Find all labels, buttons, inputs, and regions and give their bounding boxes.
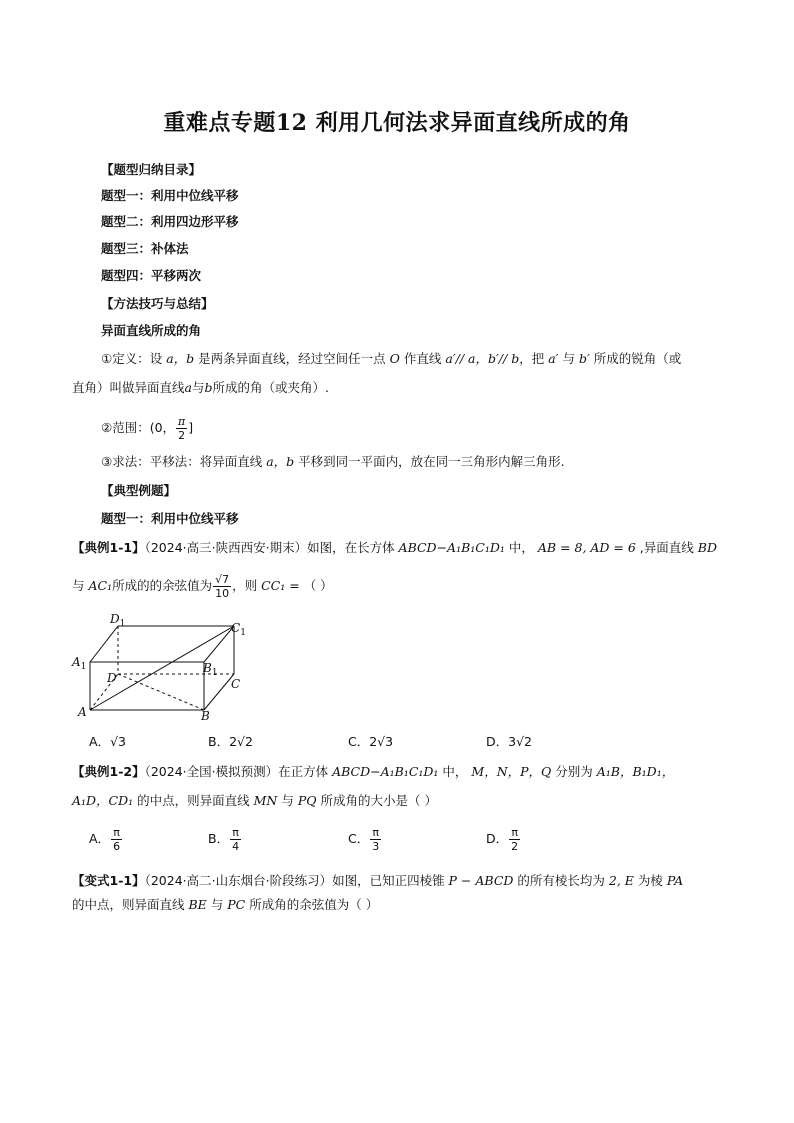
- ex12-option-c[interactable]: C． $\frac{\pi}{3}$: [348, 826, 380, 853]
- label-D: D: [107, 671, 117, 685]
- label-A: A: [78, 705, 87, 719]
- method-heading: 【方法技巧与总结】: [101, 296, 214, 311]
- label-A1: $A_1$: [72, 655, 87, 672]
- ex11-option-d[interactable]: D．3√2: [486, 734, 533, 749]
- page-title: 重难点专题12 利用几何法求异面直线所成的角: [163, 110, 631, 136]
- cuboid-figure: [60, 612, 260, 724]
- label-B1: $B_1$: [203, 661, 218, 678]
- range-line: ②范围：(0， $\frac{\pi}{2}$ ]: [101, 415, 194, 442]
- ex12-option-a[interactable]: A． $\frac{\pi}{6}$: [89, 826, 121, 853]
- ex11-option-a[interactable]: A．√3: [89, 734, 126, 749]
- label-D1: $D_1$: [110, 612, 126, 629]
- toc-item-3: 题型三：补体法: [101, 241, 189, 256]
- solve-line: ③求法：平移法：将异面直线 a，b 平移到同一平面内，放在同一三角形内解三角形.: [101, 454, 565, 469]
- toc-item-4: 题型四：平移两次: [101, 268, 202, 283]
- label-C: C: [231, 677, 241, 691]
- ex11-line-1: 【典例1-1】（2024·高三·陕西西安·期末）如图，在长方体 ABCD−A₁B₁C₁D₁ 中， AB = 8, AD = 6 ,异面直线 BD: [72, 540, 717, 555]
- var11-line-1: 【变式1-1】（2024·高二·山东烟台·阶段练习）如图，已知正四棱锥 P − ABCD 的所有棱长均为 2, E 为棱 PA: [72, 873, 684, 888]
- toc-item-1: 题型一：利用中位线平移: [101, 188, 239, 203]
- var11-line-2: 的中点，则异面直线 BE 与 PC 所成角的余弦值为（ ）: [72, 897, 379, 912]
- toc-heading: 【题型归纳目录】: [101, 162, 202, 177]
- toc-item-2: 题型二：利用四边形平移: [101, 214, 239, 229]
- label-B: B: [201, 709, 210, 723]
- ex12-option-d[interactable]: D． $\frac{\pi}{2}$: [486, 826, 519, 853]
- method-subheading: 异面直线所成的角: [101, 323, 202, 338]
- ex12-line-2: A₁D，CD₁ 的中点，则异面直线 MN 与 PQ 所成角的大小是（ ）: [72, 793, 437, 808]
- definition-line-1: ①定义：设 a，b 是两条异面直线，经过空间任一点 O 作直线 a′// a，b′// b，把 a′ 与 b′ 所成的锐角（或: [101, 351, 682, 366]
- type1-heading: 题型一：利用中位线平移: [101, 511, 239, 526]
- ex12-option-b[interactable]: B． $\frac{\pi}{4}$: [208, 826, 240, 853]
- examples-heading: 【典型例题】: [101, 483, 177, 498]
- ex12-line-1: 【典例1-2】（2024·全国·模拟预测）在正方体 ABCD−A₁B₁C₁D₁ 中， M，N，P，Q 分别为 A₁B，B₁D₁，: [72, 764, 675, 779]
- ex11-option-c[interactable]: C．2√3: [348, 734, 394, 749]
- definition-line-2: 直角）叫做异面直线a与b所成的角（或夹角）.: [72, 380, 329, 395]
- ex11-line-2: 与 AC₁所成的的余弦值为 $\frac{√7}{10}$ ，则 CC₁ = （ ）: [72, 573, 333, 600]
- ex11-option-b[interactable]: B．2√2: [208, 734, 253, 749]
- label-C1: $C_1$: [231, 621, 246, 638]
